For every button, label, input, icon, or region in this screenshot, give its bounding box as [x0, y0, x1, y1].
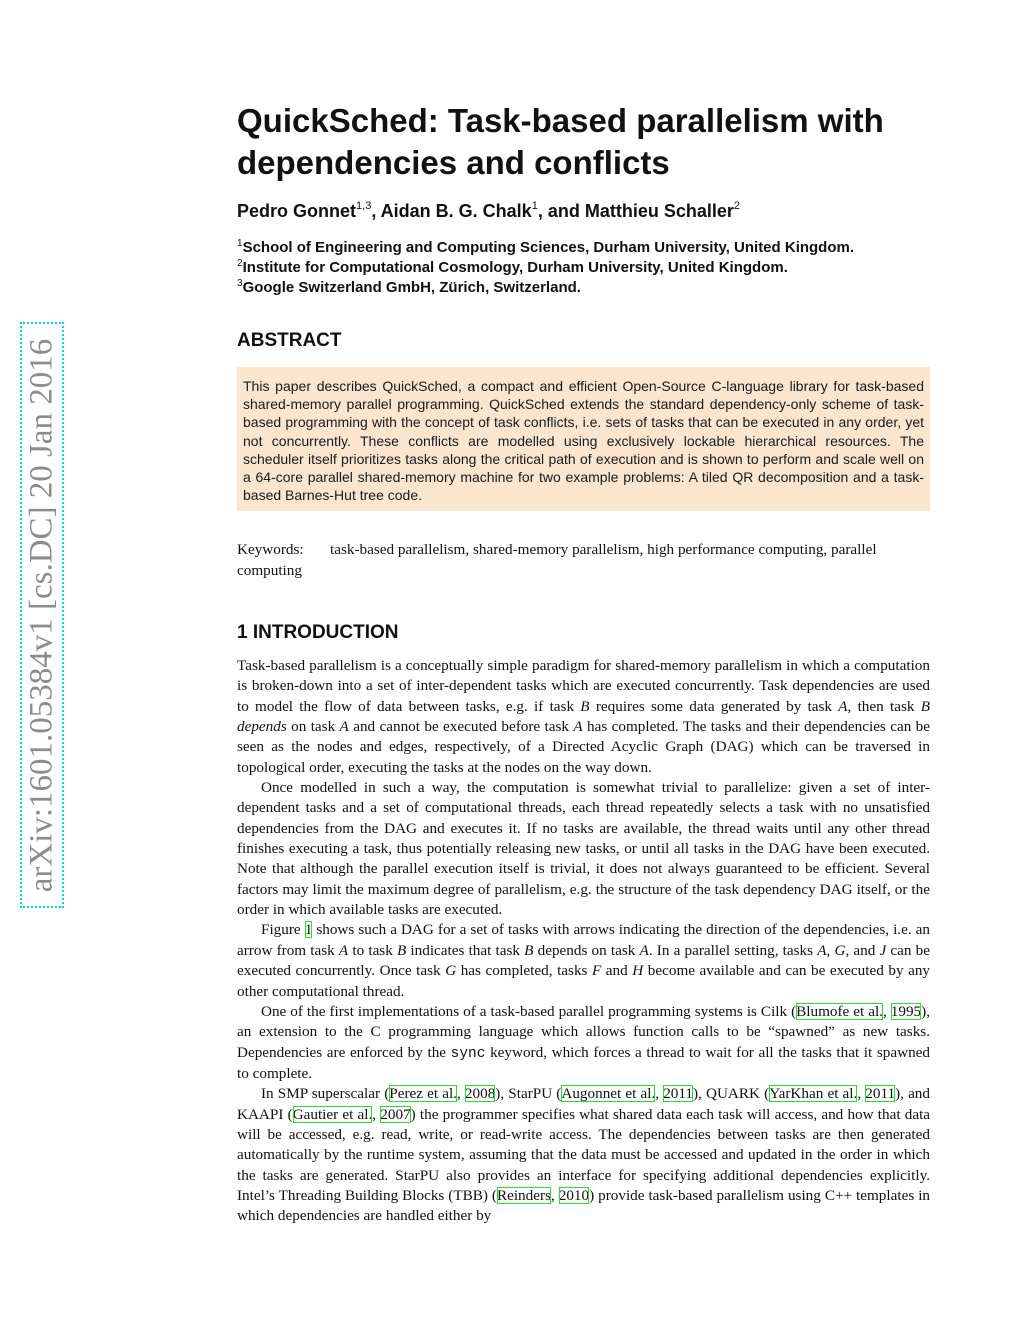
author-name: Pedro Gonnet	[237, 201, 357, 221]
affiliation-number: 2	[237, 258, 243, 269]
math-variable: A	[339, 718, 349, 736]
math-variable: A	[573, 718, 583, 736]
text-run: ) provide task-based parallelism using C++ templates in which dependencies are handled either by	[237, 1186, 931, 1225]
text-run: In SMP superscalar (	[261, 1085, 390, 1103]
text-run: ,	[857, 1085, 866, 1103]
text-run: ), and KAAPI (	[237, 1085, 930, 1123]
text-run: ,	[372, 1105, 381, 1123]
author-affiliation-marker: 1,3	[356, 200, 372, 212]
citation-year-link[interactable]: 2011	[865, 1085, 896, 1103]
author-name: Aidan B. G. Chalk	[380, 201, 532, 221]
arxiv-identifier-stamp	[20, 322, 64, 908]
affiliation-text: School of Engineering and Computing Sciences, Durham University, United Kingdom.	[242, 239, 855, 256]
text-run: ), QUARK (	[693, 1085, 770, 1103]
text-run: on task	[286, 718, 340, 736]
emphasis-text: depends	[237, 718, 287, 736]
paragraph	[237, 656, 930, 778]
math-variable: G	[834, 941, 846, 959]
citation-link[interactable]: Augonnet et al.	[561, 1085, 656, 1103]
text-run: ), an extension to the C programming language which allows function calls to be “spawned” as new tasks. Dependencies are enforced by the	[237, 1002, 930, 1061]
math-variable: B	[920, 697, 930, 715]
text-run: ,	[655, 1085, 664, 1103]
author-separator: ,	[371, 201, 381, 221]
affiliation-item	[237, 238, 997, 258]
paper-title	[237, 100, 977, 184]
citation-link[interactable]: Blumofe et al.	[796, 1002, 883, 1020]
citation-year-link[interactable]: 2011	[663, 1085, 693, 1103]
text-run: and cannot be executed before task	[348, 718, 574, 736]
affiliation-item	[237, 258, 997, 278]
citation-link[interactable]: Gautier et al.	[292, 1105, 373, 1123]
math-variable: F	[591, 962, 602, 980]
text-run: become available and can be executed by any other computational thread.	[237, 962, 931, 1000]
math-variable: A	[338, 941, 349, 959]
citation-year-link[interactable]: 2008	[464, 1085, 496, 1103]
keywords-label: Keywords:	[237, 541, 304, 558]
text-run: to task	[348, 941, 397, 959]
text-run: , and	[845, 941, 880, 959]
author-list	[237, 198, 977, 224]
keywords-section	[237, 540, 930, 581]
keywords-text: task-based parallelism, shared-memory parallelism, high performance computing, parallel computing	[237, 541, 877, 579]
author-name: Matthieu Schaller	[584, 201, 734, 221]
math-variable: B	[396, 941, 407, 959]
abstract-box	[237, 367, 930, 511]
text-run: has completed. The tasks and their dependencies can be seen as the nodes and edges, respectively, of a Directed Acyclic Graph (DAG) which can be traversed in topological order, executing the tasks at the nodes on the way down.	[237, 718, 930, 776]
text-run: Figure	[261, 921, 305, 939]
code-keyword: sync	[450, 1045, 486, 1062]
figure-reference-link[interactable]: 1	[304, 921, 313, 939]
text-run: shows such a DAG for a set of tasks with arrows indicating the direction of the dependencies, i.e. an arrow from task	[237, 921, 930, 959]
text-run: , then task	[847, 697, 921, 715]
paragraph	[237, 1002, 930, 1084]
author-separator: , and	[537, 201, 585, 221]
text-run: ,	[550, 1186, 559, 1204]
math-variable: A	[639, 941, 649, 959]
math-variable: H	[632, 962, 644, 980]
math-variable: A	[817, 941, 827, 959]
text-run: . In a parallel setting, tasks	[648, 941, 818, 959]
text-run: ,	[882, 1002, 891, 1020]
affiliation-text: Google Switzerland GmbH, Zürich, Switzerland.	[242, 279, 581, 296]
citation-year-link[interactable]: 2007	[380, 1105, 411, 1123]
paper-title-line-1: QuickSched: Task-based parallelism with	[237, 102, 884, 139]
math-variable: J	[879, 941, 887, 959]
math-variable: A	[838, 697, 848, 715]
math-variable: G	[445, 962, 457, 980]
affiliation-item	[237, 278, 997, 298]
affiliation-list	[237, 238, 997, 298]
text-run: and	[601, 962, 633, 980]
math-variable: B	[524, 941, 534, 959]
citation-link[interactable]: Reinders	[496, 1186, 551, 1204]
citation-year-link[interactable]: 1995	[890, 1002, 922, 1020]
affiliation-number: 3	[237, 278, 243, 289]
text-run: ,	[826, 941, 831, 959]
citation-link[interactable]: Perez et al.	[389, 1085, 457, 1103]
text-run: Task-based parallelism is a conceptually simple paradigm for shared-memory parallelism in which a computation is broken-down into a set of inter-dependent tasks which are executed concurrently. Task dependencies are used to model the flow of data between tasks, e.g. if task	[237, 657, 930, 715]
text-run: ), StarPU (	[495, 1085, 562, 1103]
paper-title-line-2: dependencies and conflicts	[237, 144, 670, 181]
affiliation-text: Institute for Computational Cosmology, Durham University, United Kingdom.	[242, 259, 788, 276]
paragraph: Once modelled in such a way, the computation is somewhat trivial to parallelize: given a set of inter-dependent tasks and a set of computational threads, each thread repeatedly selects a task with no unsatisfied dependencies from the DAG and executes it. If no tasks are available, the thread waits until any other thread finishes executing a task, thus potentially releasing new tasks, or until all tasks in the DAG have been executed. Note that although the parallel execution itself is trivial, it does not always guaranteed to be efficient. Several factors may limit the maximum degree of parallelism, e.g. the structure of the task dependency DAG itself, or the order in which available tasks are executed.	[237, 779, 930, 919]
abstract-text: This paper describes QuickSched, a compact and efficient Open-Source C-language library for task-based shared-memory parallel programming. QuickSched extends the standard dependency-only scheme of task-based programming with the concept of task conflicts, i.e. sets of tasks that can be executed in any order, yet not concurrently. These conflicts are modelled using exclusively lockable hierarchical resources. The scheduler itself prioritizes tasks along the critical path of execution and is shown to perform and scale well on a 64-core parallel shared-memory machine for two example problems: A tiled QR decomposition and a task-based Barnes-Hut tree code.	[243, 378, 924, 504]
text-run: depends on task	[533, 941, 640, 959]
text-run: ,	[456, 1085, 465, 1103]
paragraph	[237, 1084, 930, 1226]
text-run: ) the programmer specifies what shared data each task will access, and how that data will be accessed, e.g. read, write, or read-write access. The dependencies between tasks are then generated automatically by the runtime system, assuming that the data must be accessed and updated in the order in which the tasks are generated. StarPU also provides an interface for specifying additional dependencies explicitly. Intel’s Threading Building Blocks (TBB) (	[237, 1105, 931, 1204]
introduction-heading: 1 INTRODUCTION	[237, 622, 399, 643]
text-run: One of the first implementations of a task-based parallel programming systems is Cilk (	[261, 1002, 797, 1020]
text-run: has completed, tasks	[456, 962, 592, 980]
arxiv-identifier-text: arXiv:1601.05384v1 [cs.DC] 20 Jan 2016	[23, 338, 60, 892]
paragraph	[237, 920, 930, 1001]
text-run: requires some data generated by task	[589, 697, 839, 715]
author-affiliation-marker: 2	[733, 200, 740, 212]
citation-year-link[interactable]: 2010	[558, 1186, 590, 1204]
abstract-heading: ABSTRACT	[237, 330, 342, 351]
text-run: can be executed concurrently. Once task	[237, 941, 930, 980]
introduction-body	[237, 656, 930, 1227]
author-affiliation-marker: 1	[531, 200, 538, 212]
text-run: keyword, which forces a thread to wait for all the tasks that it spawned to complete.	[237, 1043, 930, 1082]
text-run: indicates that task	[406, 941, 525, 959]
affiliation-number: 1	[237, 238, 243, 249]
citation-link[interactable]: YarKhan et al.	[769, 1085, 858, 1103]
math-variable: B	[580, 697, 590, 715]
